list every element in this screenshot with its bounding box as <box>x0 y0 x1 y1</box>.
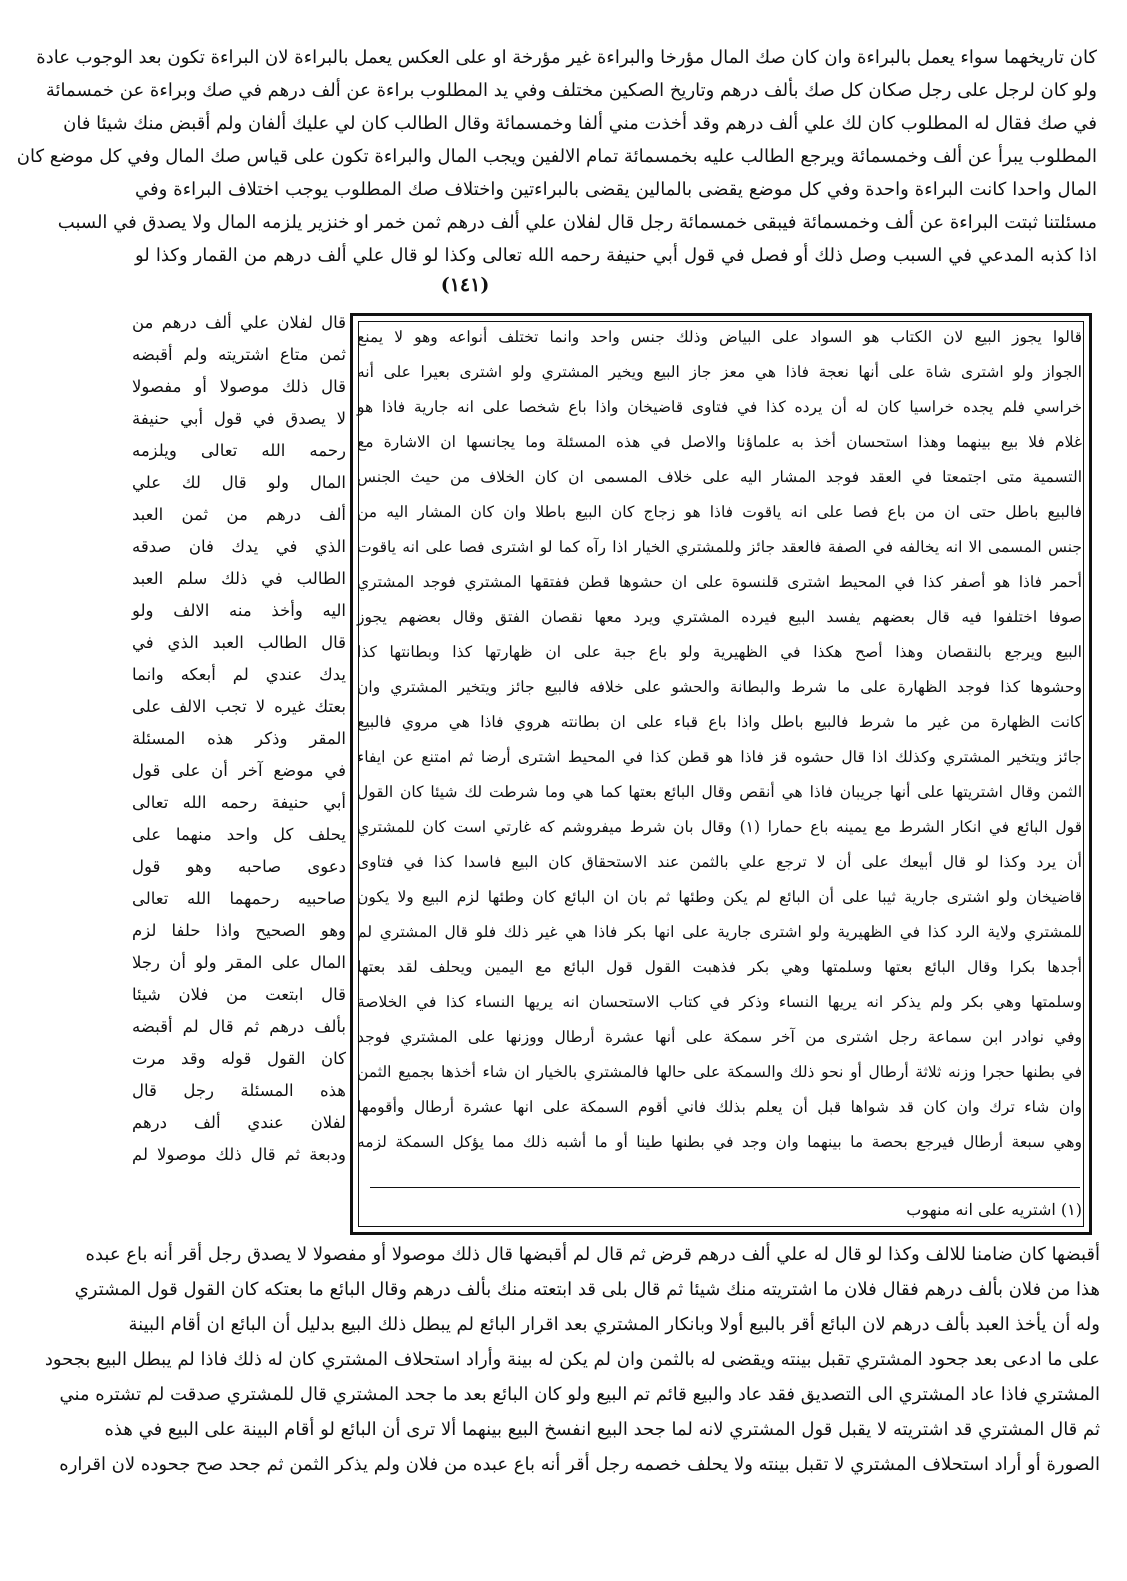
margin-line: وهو الصحيح واذا حلفا لزم <box>132 921 346 940</box>
margin-line: في موضع آخر أن على قول <box>132 761 346 780</box>
box-line: غلام فلا بيع بينهما وهذا استحسان أخذ به علماؤنا والاصل في هذه المسئلة وما يجانسها ان الاشارة مع <box>357 433 1082 451</box>
box-line: قول البائع في انكار الشرط مع يمينه باع حمارا (١) وقال بان شرط ميفروشم كه غارتي است كان للمشتري <box>357 818 1082 836</box>
box-line: كانت الظهارة من غير ما شرط فالبيع باطل واذا باع قباء على ان بطانته هروي فاذا هي مروي فالبيع <box>357 713 1082 731</box>
margin-line: ودبعة ثم قال ذلك موصولا لم <box>132 1145 346 1164</box>
margin-line: ألف درهم من ثمن العبد <box>132 505 346 524</box>
text-line: كان تاريخهما سواء يعمل بالبراءة وان كان صك المال مؤرخا والبراءة غير مؤرخة او على العكس يعمل بالبراءة لان البراءة تكون بعد الوجوب عادة <box>36 47 1097 68</box>
margin-line: دعوى صاحبه وهو قول <box>132 857 346 876</box>
margin-line: لا يصدق في قول أبي حنيفة <box>132 409 346 428</box>
margin-line: اليه وأخذ منه الالف ولو <box>132 601 346 620</box>
margin-line: المقر وذكر هذه المسئلة <box>132 729 346 748</box>
box-line: جنس المسمى الا انه يخالفه في الصفة فالعقد جائز وللمشتري الخيار اذا رآه كما لو اشترى فصا على انه ياقوت <box>357 538 1082 556</box>
margin-line: أبي حنيفة رحمه الله تعالى <box>132 793 346 812</box>
box-line: أن يرد وكذا لو قال أبيعك على أن لا ترجع علي بالثمن عند الاستحقاق كان البيع فاسدا كذا في فتاوى <box>357 853 1082 871</box>
margin-line: هذه المسئلة رجل قال <box>132 1081 346 1100</box>
box-line: صوفا اختلفوا فيه قال بعضهم يفسد البيع فيرده المشتري ويرد معها نقصان الفتق وقال بعضهم يجوز <box>357 608 1082 626</box>
text-line: ثم قال المشتري قد اشتريته لا يقبل قول المشتري لانه لما جحد البيع انفسخ البيع بينهما ألا ترى أن البائع لو أقام البينة على البيع في هذه <box>104 1419 1100 1440</box>
box-line: في بطنها حجرا وزنه ثلاثة أرطال أو نحو ذلك والسمكة على حالها فالمشتري بالخيار ان شاء أخذها بجميع الثمن <box>357 1063 1082 1081</box>
box-line: وفي نوادر ابن سماعة رجل اشترى من آخر سمكة على أنها عشرة أرطال ووزنها على المشتري فوجد <box>357 1028 1082 1046</box>
box-line: وسلمتها وهي بكر ولم يذكر انه يريها النساء وذكر في كتاب الاستحسان انه يريها النساء كذا في الخلاصة <box>357 993 1082 1011</box>
margin-line: ثمن متاع اشتريته ولم أقبضه <box>132 345 346 364</box>
text-line: على ما ادعى بعد جحود المشتري تقبل بينته ويقضى له بالثمن وان لم يكن له بينة وأراد استحلاف المشتري كان له ذلك فاذا لم يبطل البيع بجحود <box>44 1349 1100 1370</box>
margin-line: المال على المقر ولو أن رجلا <box>132 953 346 972</box>
margin-line: بألف درهم ثم قال لم أقبضه <box>132 1017 346 1036</box>
text-line: أقبضها كان ضامنا للالف وكذا لو قال له علي ألف درهم قرض ثم قال لم أقبضها قال ذلك موصولا أو مفصولا لا يصدق رجل أقر أنه باع عبده <box>85 1244 1100 1265</box>
margin-line: الذي في يدك فان صدقه <box>132 537 346 556</box>
margin-line: يدك عندي لم أبعكه وانما <box>132 665 346 684</box>
box-line: أجدها بكرا وقال البائع بعتها وسلمتها وهي بكر فذهبت القول قول البائع مع اليمين ويحلف لقد بعتها <box>357 958 1082 976</box>
margin-line: لفلان عندي ألف درهم <box>132 1113 346 1132</box>
text-line: في صك فقال له المطلوب كان لك علي ألف درهم وقد أخذت مني ألفا وخمسمائة وقال الطالب كان لي عليك ألفان ولم أقبض منك شيئا فان <box>63 113 1097 134</box>
page-number: (١٤١) <box>440 274 490 296</box>
margin-line: المال ولو قال لك علي <box>132 473 346 492</box>
text-line: المطلوب يبرأ عن ألف وخمسمائة ويرجع الطالب عليه بخمسمائة تمام الالفين ويجب المال والبراءة تكون على قياس صك المال وفي كل موضع كان <box>16 146 1097 167</box>
margin-line: بعتك غيره لا تجب الالف على <box>132 697 346 716</box>
margin-line: الطالب في ذلك سلم العبد <box>132 569 346 588</box>
box-line: فالبيع باطل حتى ان من باع فصا على انه ياقوت فاذا هو زجاج كان البيع باطلا وان كان المشار اليه من <box>357 503 1082 521</box>
box-line: الجواز ولو اشترى شاة على أنها نعجة فاذا هي معز جاز البيع ويخير المشتري ولو اشترى بعيرا على أنه <box>357 363 1082 381</box>
box-line: البيع ويرجع بالنقصان وهذا أصح هكذا في الظهيرية ولو باع جبة على ان ظهارتها كذا وبطانتها كذا <box>357 643 1082 661</box>
box-line: وحشوها كذا فوجد الظهارة على ما شرط والبطانة والحشو على خلافه فالبيع جائز ويتخير المشتري وان <box>357 678 1082 696</box>
box-line: جائز ويتخير المشتري وكذلك اذا قال حشوه قز فاذا هو قطن كذا في المحيط اشترى أرضا ثم امتنع عن ايفاء <box>357 748 1082 766</box>
text-line: المال واحدا كانت البراءة واحدة وفي كل موضع يقضى بالمالين يقضى بالبراءتين واختلاف صك المطلوب يوجب اختلاف البراءة وفي <box>135 179 1097 200</box>
box-line: قاضيخان ولو اشترى جارية ثيبا على أن البائع لم يكن وطئها ثم بان ان البائع كان وطئها لزم البيع ولا يكون <box>357 888 1082 906</box>
margin-line: قال ذلك موصولا أو مفصولا <box>132 377 346 396</box>
box-line: أحمر فاذا هو أصفر كذا في المحيط اشترى قلنسوة على ان حشوها قطن ففتقها المشتري فوجد المشتري <box>357 573 1082 591</box>
box-line: للمشتري ولاية الرد كذا في الظهيرية ولو اشترى جارية على انها بكر فاذا هي غير ذلك فلو قال المشتري لم <box>357 923 1082 941</box>
box-line: وهي سبعة أرطال فيرجع بحصة ما بينهما وان وجد في بطنها طينا أو ما أشبه ذلك مما يؤكل السمكة لزمه <box>357 1133 1082 1151</box>
text-line: اذا كذبه المدعي في السبب وصل ذلك أو فصل في قول أبي حنيفة رحمه الله تعالى وكذا لو قال علي ألف درهم من القمار وكذا لو <box>135 245 1097 266</box>
box-line: التسمية متى اجتمعتا في العقد فوجد المشار اليه على خلاف المسمى ان كان الخلاف من حيث الجنس <box>357 468 1082 486</box>
text-line: الصورة أو أراد استحلاف المشتري لا تقبل بينته ولا يحلف خصمه رجل أقر أنه باع عبده من فلان ولم يذكر الثمن ثم جحد صح جحوده لان اقراره <box>59 1454 1100 1475</box>
box-line: وان شاء ترك وان كان قد شواها قبل أن يعلم بذلك فاني أقوم السمكة على انها عشرة أرطال وأقومها <box>357 1098 1082 1116</box>
box-line: الثمن وقال اشتريتها على أنها جريبان فاذا هي أنقص وقال البائع بعتها كما هي وما شرطت لك شيئا كان القول <box>357 783 1082 801</box>
margin-line: صاحبيه رحمهما الله تعالى <box>132 889 346 908</box>
footnote-divider <box>370 1187 1080 1188</box>
text-line: مسئلتنا ثبتت البراءة عن ألف وخمسمائة فيبقى خمسمائة رجل قال لفلان علي ألف درهم ثمن خمر او خنزير يلزمه المال ولا يصدق في السبب <box>57 212 1097 233</box>
margin-line: قال لفلان علي ألف درهم من <box>132 313 346 332</box>
box-line: خراسي فلم يجده خراسيا كان له أن يرده كذا في فتاوى قاضيخان واذا باع شخصا على انه جارية فاذا هو <box>357 398 1082 416</box>
footnote <box>357 1196 1082 1226</box>
margin-line: كان القول قوله وقد مرت <box>132 1049 346 1068</box>
margin-line: رحمه الله تعالى ويلزمه <box>132 441 346 460</box>
footnote-text: (١) اشتريه على انه منهوب <box>906 1200 1082 1219</box>
margin-line: يحلف كل واحد منهما على <box>132 825 346 844</box>
margin-line: قال الطالب العبد الذي في <box>132 633 346 652</box>
text-line: وله أن يأخذ العبد بألف درهم لان البائع أقر بالبيع أولا وبانكار المشتري بعد اقرار البائع لم يبطل ذلك البيع بدليل أن البائع ان أقام البينة <box>128 1314 1100 1335</box>
box-line: قالوا يجوز البيع لان الكتاب هو السواد على البياض وذلك جنس واحد وانما تختلف أنواعه وهو لا يمنع <box>357 328 1082 346</box>
margin-line: قال ابتعت من فلان شيئا <box>132 985 346 1004</box>
text-line: ولو كان لرجل على رجل صكان كل صك بألف درهم وتاريخ الصكين مختلف وفي يد المطلوب براءة عن ألف درهم في صك وبراءة عن خمسمائة <box>45 80 1097 101</box>
text-line: هذا من فلان بألف درهم فقال فلان ما اشتريته منك شيئا ثم قال بلى قد ابتعته منك بألف درهم وقال البائع ما بعتكه كان القول قول المشتري <box>74 1279 1100 1300</box>
text-line: المشتري فاذا عاد المشتري الى التصديق فقد عاد والبيع قائم تم البيع ولو كان البائع بعد ما جحد المشتري قال للمشتري صدقت لم تشتره مني <box>59 1384 1100 1405</box>
